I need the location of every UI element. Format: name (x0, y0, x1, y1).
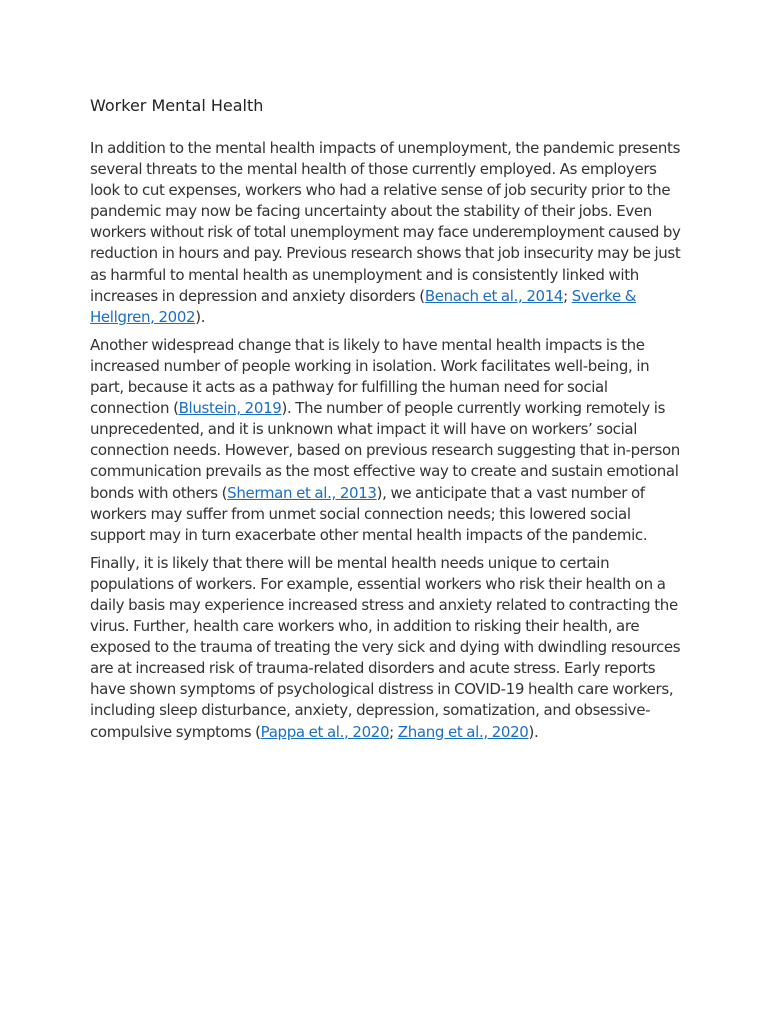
citation-link[interactable]: Sverke & (571, 286, 637, 305)
text-line (90, 265, 680, 286)
text-segment: ). (195, 307, 206, 326)
text-segment: ; (563, 286, 572, 305)
text-segment: increases in depression and anxiety disorders ( (90, 286, 425, 305)
text-line (90, 335, 680, 356)
text-line (90, 440, 680, 461)
text-segment: pandemic may now be facing uncertainty about the stability of their jobs. Even (90, 202, 652, 221)
text-segment: increased number of people working in isolation. Work facilitates well-being, in (90, 356, 650, 375)
text-segment: compulsive symptoms ( (90, 722, 261, 741)
text-segment: reduction in hours and pay. Previous research shows that job insecurity may be just (90, 244, 681, 263)
text-segment: support may in turn exacerbate other mental health impacts of the pandemic. (90, 525, 648, 544)
text-line (90, 243, 680, 264)
citation-link[interactable]: Sherman et al., 2013 (227, 483, 377, 502)
text-segment: connection needs. However, based on previous research suggesting that in-person (90, 441, 680, 460)
text-segment: including sleep disturbance, anxiety, depression, somatization, and obsessive- (90, 701, 651, 720)
text-segment: daily basis may experience increased stress and anxiety related to contracting the (90, 595, 678, 614)
text-line (90, 356, 680, 377)
text-segment: In addition to the mental health impacts of unemployment, the pandemic presents (90, 139, 681, 157)
text-segment: Finally, it is likely that there will be mental health needs unique to certain (90, 553, 610, 572)
text-segment: ), we anticipate that a vast number of (376, 483, 645, 502)
text-segment: are at increased risk of trauma-related disorders and acute stress. Early reports (90, 659, 656, 678)
text-line (90, 222, 680, 243)
text-line (90, 595, 680, 616)
text-line (90, 722, 680, 743)
text-line (90, 679, 680, 700)
text-line (90, 574, 680, 595)
text-line (90, 553, 680, 574)
body-text (90, 138, 680, 743)
text-line (90, 700, 680, 721)
text-line (90, 377, 680, 398)
text-line (90, 286, 680, 307)
text-segment: part, because it acts as a pathway for fulfilling the human need for social (90, 378, 608, 397)
document-page (90, 94, 680, 750)
citation-link[interactable]: Zhang et al., 2020 (397, 722, 529, 741)
text-segment: Another widespread change that is likely to have mental health impacts is the (90, 335, 645, 354)
text-line (90, 483, 680, 504)
text-line (90, 398, 680, 419)
section-title: Worker Mental Health (90, 96, 264, 115)
text-line (90, 138, 680, 159)
text-segment: unprecedented, and it is unknown what impact it will have on workers’ social (90, 420, 638, 439)
text-segment: virus. Further, health care workers who, in addition to risking their health, are (90, 617, 640, 636)
text-segment: exposed to the trauma of treating the very sick and dying with dwindling resources (90, 638, 681, 657)
text-line (90, 616, 680, 637)
text-segment: populations of workers. For example, essential workers who risk their health on a (90, 574, 666, 593)
text-line (90, 180, 680, 201)
text-line (90, 159, 680, 180)
text-line (90, 419, 680, 440)
paragraph (90, 335, 680, 546)
text-segment: as harmful to mental health as unemployment and is consistently linked with (90, 265, 639, 284)
citation-link[interactable]: Pappa et al., 2020 (260, 722, 390, 741)
text-line (90, 637, 680, 658)
citation-link[interactable]: Hellgren, 2002 (90, 307, 196, 326)
text-segment: ). The number of people currently working remotely is (281, 399, 666, 418)
text-line (90, 658, 680, 679)
text-segment: ). (528, 722, 539, 741)
text-line (90, 307, 680, 328)
text-line (90, 201, 680, 222)
text-segment: communication prevails as the most effective way to create and sustain emotional (90, 462, 679, 481)
paragraph (90, 553, 680, 743)
text-line (90, 525, 680, 546)
text-segment: workers without risk of total unemployment may face underemployment caused by (90, 223, 681, 242)
text-segment: look to cut expenses, workers who had a relative sense of job security prior to the (90, 181, 671, 200)
text-segment: workers may suffer from unmet social connection needs; this lowered social (90, 504, 631, 523)
text-segment: connection ( (90, 399, 179, 418)
citation-link[interactable]: Benach et al., 2014 (424, 286, 564, 305)
text-line (90, 461, 680, 482)
text-line (90, 504, 680, 525)
text-segment: ; (389, 722, 398, 741)
text-segment: several threats to the mental health of those currently employed. As employers (90, 160, 657, 179)
paragraph (90, 138, 680, 328)
text-segment: bonds with others ( (90, 483, 228, 502)
text-segment: have shown symptoms of psychological distress in COVID-19 health care workers, (90, 680, 674, 699)
citation-link[interactable]: Blustein, 2019 (178, 399, 282, 418)
